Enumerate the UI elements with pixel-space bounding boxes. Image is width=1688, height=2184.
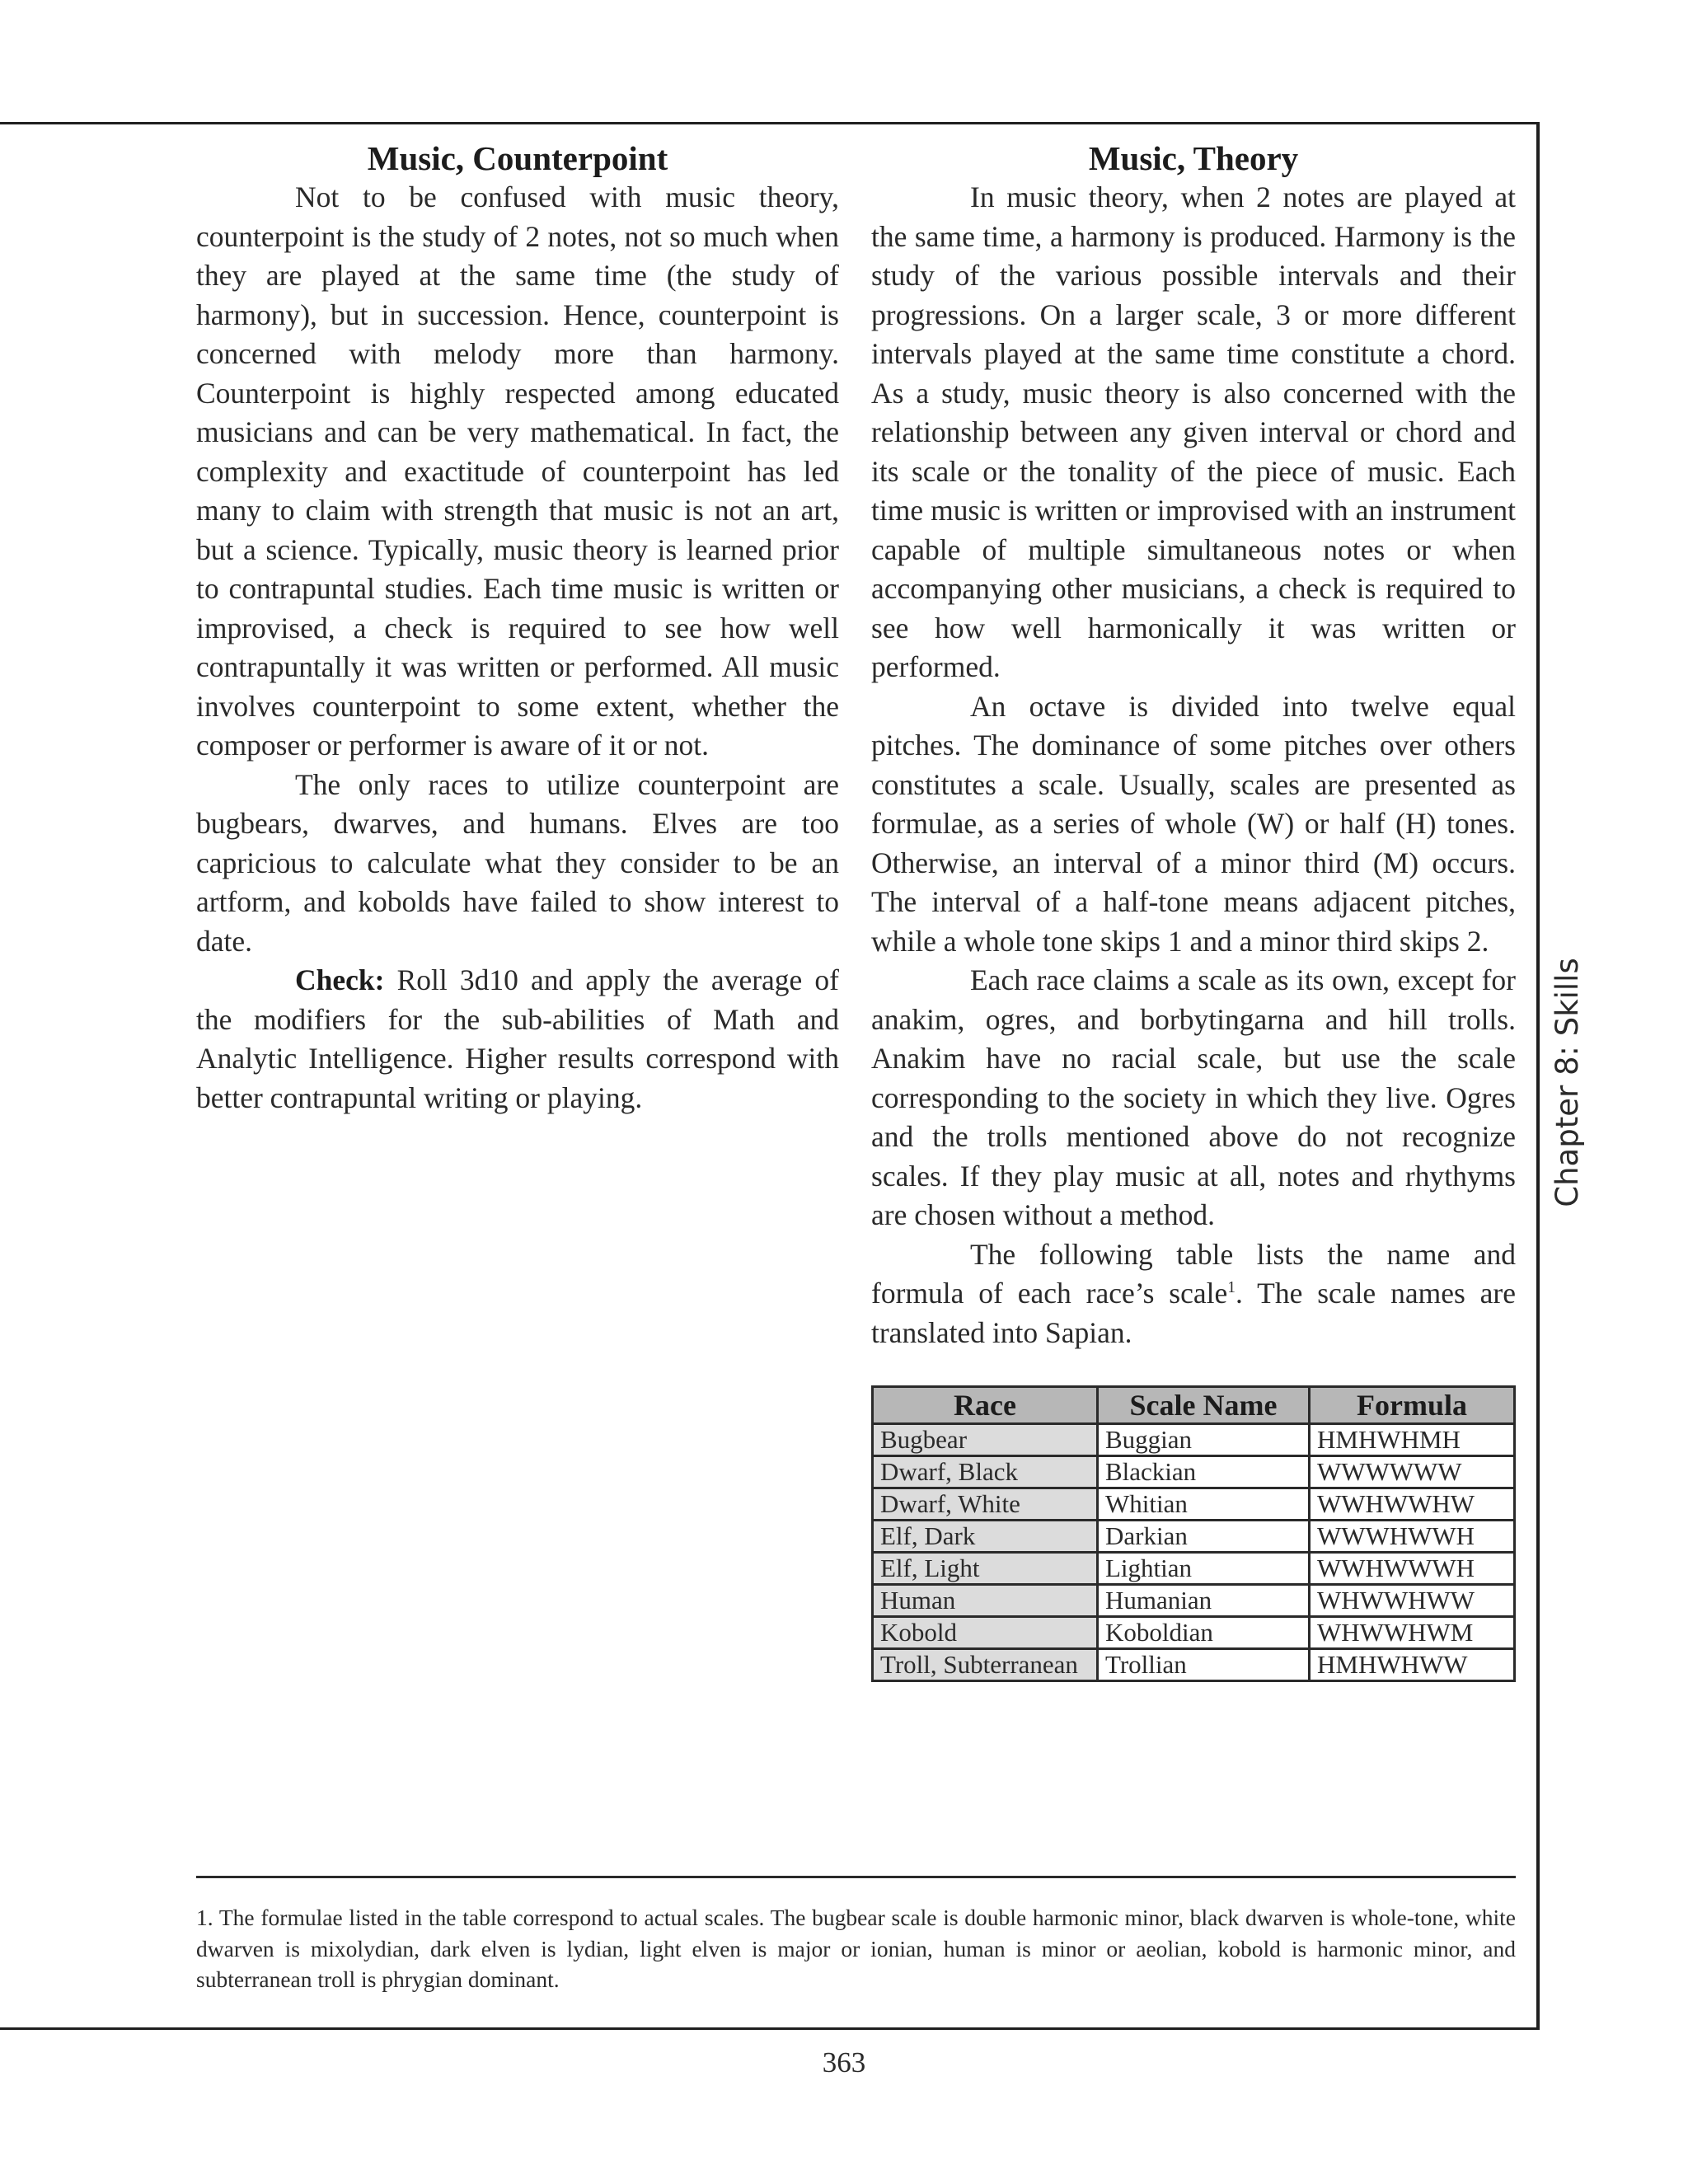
formula-cell: WHWWHWM xyxy=(1310,1617,1515,1649)
counterpoint-check-paragraph xyxy=(196,961,839,1118)
scale-name-cell: Darkian xyxy=(1098,1521,1310,1553)
formula-cell: HMHWHMH xyxy=(1310,1424,1515,1456)
footnote: 1. The formulae listed in the table correspond to actual scales. The bugbear scale is double harmonic minor, black dwarven is whole-tone, white dwarven is mixolydian, dark elven is lydian, light elven is major or ionian, human is minor or aeolian, kobold is harmonic minor, and subterranean troll is phrygian dominant. xyxy=(196,1905,1516,1992)
footnote-reference: 1 xyxy=(1227,1279,1236,1297)
table-row xyxy=(873,1585,1515,1617)
page-frame-bottom-rule xyxy=(0,2027,1540,2030)
section-title-music-theory: Music, Theory xyxy=(1088,139,1299,177)
theory-paragraph-3: Each race claims a scale as its own, except for anakim, ogres, and borbytingarna and hill trolls. Anakim have no racial scale, but use the scale corresponding to the society in which they live. Ogres and the trolls mentioned above do not recognize scales. If they play music at all, notes and rhythyms are chosen without a method. xyxy=(871,963,1516,1231)
scale-name-cell: Lightian xyxy=(1098,1553,1310,1585)
scale-name-cell: Humanian xyxy=(1098,1585,1310,1617)
section-title-music-counterpoint: Music, Counterpoint xyxy=(367,139,668,177)
check-text: Roll 3d10 and apply the average of the modifiers for the sub-abilities of Math and Analytic Intelligence. Higher results correspond with better contrapuntal writing or playing. xyxy=(196,963,839,1114)
left-column xyxy=(196,138,839,1118)
page-number: 363 xyxy=(822,2046,866,2079)
table-row xyxy=(873,1488,1515,1521)
right-column xyxy=(871,138,1516,1682)
formula-cell: HMHWHWW xyxy=(1310,1649,1515,1681)
table-row xyxy=(873,1521,1515,1553)
formula-cell: WWWHWWH xyxy=(1310,1521,1515,1553)
column-header-scale-name: Scale Name xyxy=(1098,1387,1310,1424)
table-row xyxy=(873,1456,1515,1488)
table-row xyxy=(873,1553,1515,1585)
formula-cell: WHWWHWW xyxy=(1310,1585,1515,1617)
table-header-row xyxy=(873,1387,1515,1424)
table-row xyxy=(873,1424,1515,1456)
footnote-divider xyxy=(196,1876,1516,1878)
formula-cell: WWHWWWH xyxy=(1310,1553,1515,1585)
chapter-side-label-text: Chapter 8: Skills xyxy=(1549,957,1585,1207)
race-cell: Dwarf, Black xyxy=(873,1456,1098,1488)
theory-paragraph-4-text: The following table lists the name and formula of each race’s scale xyxy=(871,1237,1516,1310)
racial-scales-table xyxy=(871,1385,1516,1682)
scale-name-cell: Blackian xyxy=(1098,1456,1310,1488)
counterpoint-paragraph-1: Not to be confused with music theory, counterpoint is the study of 2 notes, not so much when they are played at the same time (the study of harmony), but in succession. Hence, counterpoint is concerned with melody more than harmony. Counterpoint is highly respected among educated musicians and can be very mathematical. In fact, the complexity and exactitude of counterpoint has led many to claim with strength that music is not an art, but a science. Typically, music theory is learned prior to contrapuntal studies. Each time music is written or improvised, a check is required to see how well contrapuntally it was written or performed. All music involves counterpoint to some extent, whether the composer or performer is aware of it or not. xyxy=(196,180,839,762)
column-header-race: Race xyxy=(873,1387,1098,1424)
race-cell: Elf, Dark xyxy=(873,1521,1098,1553)
race-cell: Elf, Light xyxy=(873,1553,1098,1585)
theory-paragraph-4 xyxy=(871,1235,1516,1353)
column-header-formula: Formula xyxy=(1310,1387,1515,1424)
race-cell: Human xyxy=(873,1585,1098,1617)
formula-cell: WWWWWW xyxy=(1310,1456,1515,1488)
check-label: Check: xyxy=(295,963,385,996)
theory-paragraph-2: An octave is divided into twelve equal pitches. The dominance of some pitches over others constitutes a scale. Usually, scales are presented as formulae, as a series of whole (W) or half (H) tones. Otherwise, an interval of a minor third (M) occurs. The interval of a half-tone means adjacent pitches, while a whole tone skips 1 and a minor third skips 2. xyxy=(871,689,1516,958)
chapter-side-label xyxy=(1538,946,1596,1218)
theory-paragraph-4-end: . The scale names are translated into Sapian. xyxy=(871,1277,1517,1349)
table-row xyxy=(873,1617,1515,1649)
race-cell: Kobold xyxy=(873,1617,1098,1649)
table-row xyxy=(873,1649,1515,1681)
race-cell: Dwarf, White xyxy=(873,1488,1098,1521)
formula-cell: WWHWWHW xyxy=(1310,1488,1515,1521)
race-cell: Bugbear xyxy=(873,1424,1098,1456)
scale-name-cell: Trollian xyxy=(1098,1649,1310,1681)
theory-paragraph-1: In music theory, when 2 notes are played at the same time, a harmony is produced. Harmony is the study of the various possible intervals and their progressions. On a larger scale, 3 or more different intervals played at the same time constitute a chord. As a study, music theory is also concerned with the relationship between any given interval or chord and its scale or the tonality of the piece of music. Each time music is written or improvised with an instrument capable of multiple simultaneous notes or when accompanying other musicians, a check is required to see how well harmonically it was written or performed. xyxy=(871,180,1516,683)
counterpoint-paragraph-2: The only races to utilize counterpoint are bugbears, dwarves, and humans. Elves are too capricious to calculate what they consider to be an artform, and kobolds have failed to show interest to date. xyxy=(196,767,839,958)
scale-name-cell: Whitian xyxy=(1098,1488,1310,1521)
race-cell: Troll, Subterranean xyxy=(873,1649,1098,1681)
page-frame-top-rule xyxy=(0,122,1540,124)
scale-name-cell: Buggian xyxy=(1098,1424,1310,1456)
scale-name-cell: Koboldian xyxy=(1098,1617,1310,1649)
